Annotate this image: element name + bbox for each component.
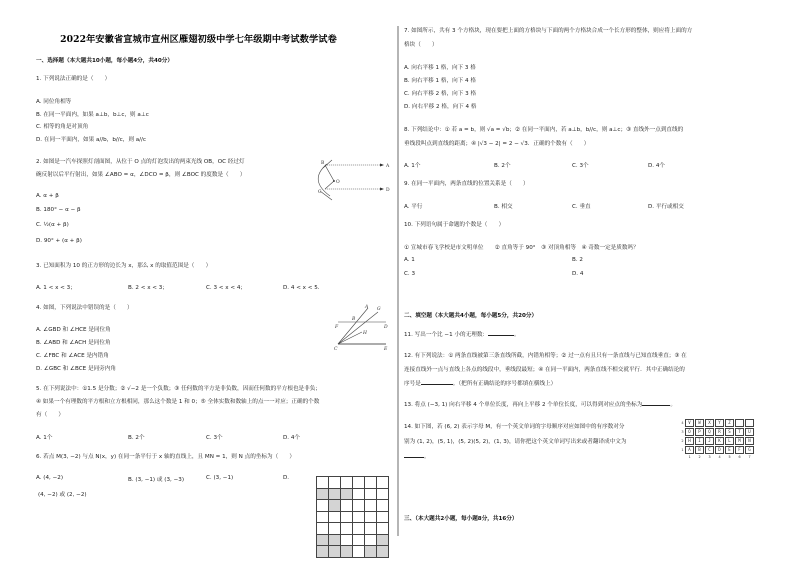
- grid-cell: [353, 534, 365, 546]
- q9-option-d: D. 平行或相交: [648, 204, 684, 210]
- grid-cell: [341, 511, 353, 523]
- letter-cell: V: [685, 419, 694, 427]
- question-11-stem: 11. 写出一个比 −1 小的无理数： 。: [404, 329, 520, 341]
- exam-title: 2022年安徽省宣城市宣州区雁翅初级中学七年级期中考试数学试卷: [60, 34, 337, 45]
- column-label: 6: [738, 455, 741, 459]
- grid-cell: [353, 477, 365, 489]
- letter-cell: O: [685, 428, 694, 436]
- q4-option-d: D. ∠GBC 和 ∠BCE 是同旁内角: [36, 366, 116, 372]
- letter-cell: A: [685, 446, 694, 454]
- q1-option-c: C. 相等的角是对顶角: [36, 124, 89, 130]
- letter-cell: X: [705, 419, 714, 427]
- question-12-stem-line3: 序号是 。（把所有正确结论的序号都填在横线上）: [404, 378, 556, 390]
- grid-cell: [353, 500, 365, 512]
- q14-answer-blank[interactable]: [404, 451, 424, 458]
- q5-option-d: D. 4个: [283, 435, 301, 441]
- question-14-stem-line2: 别为 (1, 2)，(5, 1)，(5, 2)(5, 2)，(1, 3)，请你把这个英文单词写出来或者翻译成中文为: [404, 439, 627, 445]
- letter-cell: G: [745, 446, 754, 454]
- q10-option-c: C. 3: [404, 271, 416, 277]
- label-d: D: [386, 188, 390, 193]
- question-3-stem: 3. 已知面积为 10 的正方形的边长为 x，那么 x 的取值范围是（ ）: [36, 263, 212, 269]
- letter-cell: Y: [715, 419, 724, 427]
- letter-cell: U: [745, 428, 754, 436]
- letter-cell: I: [695, 437, 704, 445]
- grid-cell: [329, 546, 341, 558]
- grid-cell: [317, 477, 329, 489]
- grid-cell: [329, 488, 341, 500]
- grid-cell: [353, 511, 365, 523]
- q4-option-c: C. ∠FBC 和 ∠ACE 是内错角: [36, 353, 109, 359]
- q10-option-d: D. 4: [572, 271, 584, 277]
- question-6-stem: 6. 若点 M(3, −2) 与点 N(x，y) 在同一条平行于 x 轴的直线上，且 MN = 1，则 N 点的坐标为（ ）: [36, 454, 295, 460]
- q8-option-d: D. 4个: [648, 163, 666, 169]
- question-8-stem-line2: 垂线段叫点到直线的距离；④ |√3 − 2| = 2 − √3．正确的个数有（ ）: [404, 141, 590, 147]
- letter-cell: W: [695, 419, 704, 427]
- question-14-stem-line3: 。: [404, 451, 430, 463]
- letter-cell: S: [725, 428, 734, 436]
- letter-cell: L: [725, 437, 734, 445]
- question-9-stem: 9. 在同一平面内，两条直线的位置关系是（ ）: [404, 181, 529, 187]
- label-d: D: [384, 325, 388, 330]
- question-5-stem-line1: 5. 在下列说法中：①1.5 是分数；② √−2 是一个负数；③ 任何数的平方是非负数，因而任何数的平方根也是非负；: [36, 386, 321, 392]
- q13-answer-blank[interactable]: [642, 399, 670, 406]
- grid-cell: [377, 511, 389, 523]
- question-2-stem-line2: 碗反射以后平行射出，如果 ∠ABO = α，∠DCO = β，则 ∠BOC 的度数是（ ）: [36, 172, 246, 178]
- question-10-stem: 10. 下列语句属于命题的个数是（ ）: [404, 222, 505, 228]
- grid-cell: [365, 534, 377, 546]
- grid-cell: [365, 511, 377, 523]
- q2-option-d: D. 90° + (α + β): [36, 238, 82, 244]
- headlight-diagram: [310, 158, 390, 203]
- q11-text: 11. 写出一个比 −1 小的无理数：: [404, 332, 489, 338]
- q1-option-d: D. 在同一平面内，如果 a//b，b//c，则 a//c: [36, 137, 146, 143]
- grid-cell: [365, 477, 377, 489]
- q4-option-b: B. ∠ABD 和 ∠ACH 是同位角: [36, 340, 111, 346]
- q7-option-d: D. 向右平移 2 格，向下 4 格: [404, 104, 477, 110]
- grid-cell: [317, 546, 329, 558]
- letter-cell: Z: [725, 419, 734, 427]
- grid-cell: [317, 534, 329, 546]
- column-label: 2: [698, 455, 701, 459]
- q2-option-a: A. α + β: [36, 193, 59, 199]
- letter-cell: N: [745, 437, 754, 445]
- grid-cell: [365, 488, 377, 500]
- label-e: E: [384, 347, 388, 352]
- letter-cell: F: [735, 446, 744, 454]
- grid-cell: [317, 500, 329, 512]
- grid-cell: [317, 523, 329, 535]
- angles-diagram: [332, 302, 398, 354]
- q7-option-a: A. 向右平移 1 格，向下 3 格: [404, 65, 476, 71]
- column-label: 3: [708, 455, 711, 459]
- letter-cell: Q: [705, 428, 714, 436]
- q5-option-c: C. 3个: [206, 435, 223, 441]
- row-label: 4: [681, 421, 684, 425]
- q10-statements: ① 宣城市春飞学校是市文明单位 ② 直角等于 90° ③ 对顶角相等 ④ 奇数一定是质数吗？: [404, 245, 639, 251]
- label-b: B: [352, 317, 356, 322]
- label-b: B: [321, 161, 325, 166]
- q6-option-d: D.: [283, 475, 290, 481]
- letter-cell: H: [685, 437, 694, 445]
- q3-option-d: D. 4 < x < 5．: [283, 285, 324, 291]
- grid-cell: [317, 488, 329, 500]
- question-13-stem: 13. 将点 (−3, 1) 向右平移 4 个单位长度，再向上平移 2 个单位长度，可以得到对应点的坐标为 。: [404, 399, 676, 411]
- section-heading-three: 三、（本大题共2小题，每小题8分，共16分）: [404, 516, 518, 522]
- q6-option-b: B. (3, −1) 或 (3, −3): [128, 477, 184, 483]
- section-heading-fill-in: 二、填空题（本大题共4小题，每小题5分，共20分）: [404, 313, 538, 319]
- q6-option-d-value: (4, −2) 或 (2, −2): [38, 492, 87, 498]
- q3-option-b: B. 2 < x < 3；: [128, 285, 168, 291]
- grid-cell: [365, 523, 377, 535]
- letter-cell: M: [735, 437, 744, 445]
- q5-option-a: A. 1个: [36, 435, 53, 441]
- q3-option-a: A. 1 < x < 3；: [36, 285, 76, 291]
- section-heading-choice: 一、选择题（本大题共10小题，每小题4分，共40分）: [36, 58, 173, 64]
- grid-cell: [341, 477, 353, 489]
- q1-option-b: B. 在同一平面内，如果 a⊥b，b⊥c，则 a⊥c: [36, 112, 149, 118]
- label-a: A: [365, 305, 369, 310]
- q10-option-b: B. 2: [572, 257, 583, 263]
- q9-option-c: C. 垂直: [572, 204, 591, 210]
- letter-cell: R: [715, 428, 724, 436]
- column-divider: [397, 26, 399, 536]
- q7-option-c: C. 向右平移 2 格，向下 3 格: [404, 91, 477, 97]
- grid-cell: [341, 546, 353, 558]
- q2-option-b: B. 180° − α − β: [36, 207, 81, 213]
- grid-cell: [377, 546, 389, 558]
- grid-cell: [353, 488, 365, 500]
- label-c: C: [318, 190, 322, 195]
- letter-cell: B: [695, 446, 704, 454]
- column-label: 1: [688, 455, 691, 459]
- grid-cell: [341, 488, 353, 500]
- label-h: H: [363, 331, 367, 336]
- q4-option-a: A. ∠GBD 和 ∠HCE 是同位角: [36, 327, 111, 333]
- grid-cell: [329, 477, 341, 489]
- row-label: 2: [681, 439, 684, 443]
- q9-option-b: B. 相交: [494, 204, 513, 210]
- question-7-stem-line1: 7. 如图所示，共有 3 个方格块，现在要把上面的方格块与下面的两个方格块合成一个长方形的整体，则应将上面的方: [404, 28, 693, 34]
- grid-cell: [353, 523, 365, 535]
- row-label: 3: [681, 430, 684, 434]
- label-g: G: [377, 307, 381, 312]
- column-label: 7: [748, 455, 751, 459]
- grid-cell: [377, 477, 389, 489]
- question-12-stem-line1: 12. 有下列说法：① 两条直线被第三条直线所截，内错角相等；② 过一点有且只有一条直线与已知直线垂直；③ 在: [404, 353, 687, 359]
- grid-cell: [329, 534, 341, 546]
- letter-cell: [745, 419, 754, 427]
- question-7-stem-line2: 格块（ ）: [404, 42, 438, 48]
- question-1-stem: 1. 下列说法正确的是（ ）: [36, 76, 111, 82]
- label-a: A: [386, 164, 390, 169]
- grid-cell: [341, 534, 353, 546]
- label-c: C: [334, 347, 338, 352]
- grid-cell: [329, 523, 341, 535]
- letter-cell: D: [715, 446, 724, 454]
- letter-cell: P: [695, 428, 704, 436]
- column-label: 4: [718, 455, 721, 459]
- q8-option-a: A. 1个: [404, 163, 421, 169]
- letter-cell: C: [705, 446, 714, 454]
- grid-cell: [377, 488, 389, 500]
- grid-cell: [365, 546, 377, 558]
- column-label: 5: [728, 455, 731, 459]
- letter-cell: T: [735, 428, 744, 436]
- letter-cell: [735, 419, 744, 427]
- grid-cell: [377, 500, 389, 512]
- q7-option-b: B. 向右平移 1 格，向下 4 格: [404, 78, 476, 84]
- q5-option-b: B. 2个: [128, 435, 145, 441]
- q8-option-c: C. 3个: [572, 163, 589, 169]
- question-5-stem-line3: 有（ ）: [36, 412, 64, 418]
- grid-cell: [329, 500, 341, 512]
- question-5-stem-line2: ④ 如果一个有理数的平方根和立方根相同，那么这个数是 1 和 0；⑤ 全体实数和数轴上的点一一对应；正确的个数: [36, 399, 320, 405]
- q11-answer-blank[interactable]: [488, 329, 514, 336]
- letter-cell: E: [725, 446, 734, 454]
- question-8-stem-line1: 8. 下列结论中：① 若 a = b，则 √a = √b；② 在同一平面内，若 a⊥b，b//c，则 a⊥c；③ 直线外一点到直线的: [404, 127, 684, 133]
- q1-option-a: A. 同位角相等: [36, 99, 72, 105]
- q9-option-a: A. 平行: [404, 204, 423, 210]
- grid-cell: [365, 500, 377, 512]
- q10-option-a: A. 1: [404, 257, 415, 263]
- letter-cell: K: [715, 437, 724, 445]
- question-4-stem: 4. 如图，下列说法中错误的是（ ）: [36, 305, 133, 311]
- q8-option-b: B. 2个: [494, 163, 511, 169]
- grid-cell: [353, 546, 365, 558]
- q3-option-c: C. 3 < x < 4；: [206, 285, 246, 291]
- question-14-stem-line1: 14. 如下图，若 (6, 2) 表示字母 M，有一个英文单词的字母顺序对应如图中的有序数对分: [404, 424, 625, 430]
- label-o: O: [336, 180, 340, 185]
- grid-cell: [377, 523, 389, 535]
- q2-option-c: C. ½(α + β): [36, 222, 69, 228]
- row-label: 1: [681, 448, 684, 452]
- q6-option-a: A. (4, −2): [36, 475, 64, 481]
- letter-cell: J: [705, 437, 714, 445]
- label-f: F: [335, 325, 339, 330]
- question-2-stem-line1: 2. 如图是一汽车探照灯剖面图，从位于 O 点的灯泡发出的两束光线 OB，OC 经过灯: [36, 159, 245, 165]
- grid-cell: [341, 500, 353, 512]
- grid-cell: [377, 534, 389, 546]
- letter-coordinate-grid: [680, 418, 755, 460]
- q12-answer-blank[interactable]: [421, 378, 453, 385]
- grid-cell: [329, 511, 341, 523]
- q6-option-c: C. (3, −1): [206, 475, 234, 481]
- tile-grid-figure: [316, 476, 389, 558]
- question-12-stem-line2: 连接直线外一点与直线上各点的线段中，垂线段最短；④ 在同一平面内，两条直线不相交就平行．其中正确结论的: [404, 367, 685, 373]
- grid-cell: [341, 523, 353, 535]
- grid-cell: [317, 511, 329, 523]
